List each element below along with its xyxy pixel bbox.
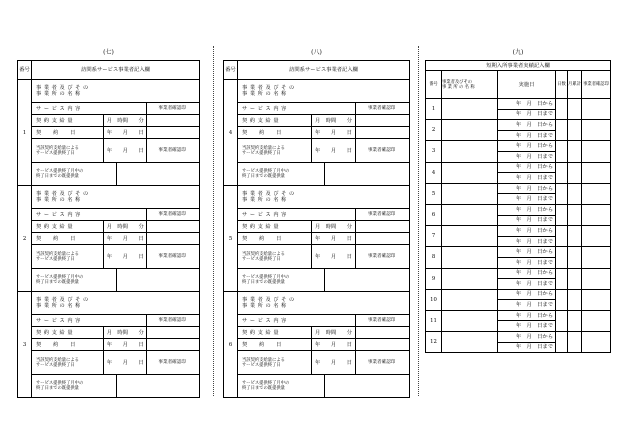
days-field[interactable] [556, 332, 568, 353]
monthly-total-field[interactable] [568, 162, 582, 183]
service-field[interactable] [103, 209, 147, 220]
contract-date-label: 契 約 日 [242, 235, 282, 242]
monthly-total-field[interactable] [568, 204, 582, 225]
end-date-line2: サービス提供終了日 [242, 256, 281, 262]
service-label: サ ー ビ ス 内 容 [242, 317, 287, 324]
provider-field[interactable] [442, 289, 498, 310]
date-from: 年 月 日から [498, 204, 556, 215]
days-field[interactable] [556, 268, 568, 289]
days-field[interactable] [556, 247, 568, 268]
provider-name-field[interactable] [323, 292, 407, 314]
row-number: 12 [426, 332, 442, 353]
remaining-label [34, 375, 117, 397]
stamp-box[interactable] [147, 233, 197, 244]
provider-name-field[interactable] [323, 80, 407, 102]
date-from: 年 月 日から [498, 183, 556, 194]
stamp-box[interactable] [356, 327, 407, 338]
service-label: サ ー ビ ス 内 容 [242, 211, 287, 218]
end-date-label [240, 139, 311, 162]
header-provider [442, 71, 498, 99]
date-to: 年 月 日まで [498, 215, 556, 226]
provider-field[interactable] [442, 141, 498, 162]
panel-caption: (八) [311, 49, 322, 56]
monthly-total-field[interactable] [568, 141, 582, 162]
row-number: 8 [426, 247, 442, 268]
provider-label-line1: 事 業 者 及 び そ の [242, 85, 295, 91]
stamp-field[interactable] [582, 204, 611, 225]
row-number: 2 [426, 120, 442, 141]
provider-label-line1: 事 業 者 及 び そ の [36, 191, 89, 197]
provider-field[interactable] [442, 204, 498, 225]
provider-label-line2: 事 業 所 の 名 称 [242, 197, 287, 203]
contract-amount-field: 月 時間 分 [311, 327, 355, 338]
days-field[interactable] [556, 310, 568, 331]
stamp-box[interactable] [147, 127, 197, 138]
contract-amount-field: 月 時間 分 [104, 327, 147, 338]
contract-amount-label: 契 約 支 給 量 [242, 223, 280, 230]
monthly-total-field[interactable] [568, 332, 582, 353]
divider [418, 46, 419, 396]
end-date-field: 年 月 日 [311, 351, 355, 374]
provider-label-line2: 事 業 所 の 名 称 [242, 91, 287, 97]
row-number: 5 [426, 183, 442, 204]
date-to: 年 月 日まで [498, 151, 556, 162]
remaining-line2: 終了日までの既提供量 [242, 280, 285, 285]
date-from: 年 月 日から [498, 247, 556, 258]
stamp-label: 事業者確認印 [147, 209, 197, 220]
provider-field[interactable] [442, 332, 498, 353]
provider-name-cell [34, 80, 115, 102]
end-date-field: 年 月 日 [311, 139, 355, 162]
remaining-field[interactable] [117, 163, 197, 185]
provider-field[interactable] [442, 247, 498, 268]
stamp-box[interactable] [356, 339, 407, 350]
header-title: 訪問系サービス事業者記入欄 [32, 61, 200, 80]
stamp-box[interactable] [356, 233, 407, 244]
date-to: 年 月 日まで [498, 236, 556, 247]
header-stamp: 事業者確認印 [582, 71, 611, 99]
contract-date-label: 契 約 日 [36, 341, 76, 348]
remaining-line1: サービス提供終了月中の [36, 169, 84, 174]
days-field[interactable] [556, 120, 568, 141]
end-date-line2: サービス提供終了日 [242, 362, 281, 368]
stamp-box[interactable] [147, 115, 197, 126]
row-number: 2 [18, 186, 32, 292]
date-from: 年 月 日から [498, 332, 556, 343]
row-number: 1 [426, 99, 442, 120]
end-date-line2: サービス提供終了日 [36, 256, 75, 262]
contract-amount-label: 契 約 支 給 量 [242, 117, 280, 124]
stamp-field[interactable] [582, 247, 611, 268]
end-date-label [240, 351, 311, 374]
stamp-label: 事業者確認印 [356, 351, 407, 374]
provider-name-field[interactable] [115, 80, 197, 102]
end-date-line1: 当該契約支給量による [242, 251, 285, 257]
remaining-line2: 終了日までの既提供量 [36, 174, 79, 179]
header-number: 番号 [224, 61, 238, 80]
date-to: 年 月 日まで [498, 257, 556, 268]
days-field[interactable] [556, 99, 568, 120]
date-to: 年 月 日まで [498, 194, 556, 205]
remaining-line1: サービス提供終了月中の [242, 275, 290, 280]
stamp-label: 事業者確認印 [147, 351, 197, 374]
contract-amount-label: 契 約 支 給 量 [36, 223, 74, 230]
stamp-field[interactable] [582, 226, 611, 247]
stamp-label: 事業者確認印 [356, 209, 407, 220]
provider-field[interactable] [442, 120, 498, 141]
remaining-line2: 終了日までの既提供量 [36, 280, 79, 285]
stamp-field[interactable] [582, 332, 611, 353]
header-title: 訪問系サービス事業者記入欄 [238, 61, 410, 80]
panel-9 [425, 49, 611, 353]
end-date-line1: 当該契約支給量による [242, 145, 285, 151]
provider-label-line1: 事 業 者 及 び そ の [242, 191, 295, 197]
monthly-total-field[interactable] [568, 289, 582, 310]
provider-label-line1: 事 業 者 及 び そ の [36, 85, 89, 91]
monthly-total-field[interactable] [568, 99, 582, 120]
stamp-label: 事業者確認印 [147, 315, 197, 326]
stamp-field[interactable] [582, 268, 611, 289]
date-from: 年 月 日から [498, 268, 556, 279]
date-to: 年 月 日まで [498, 300, 556, 311]
row-number: 5 [224, 186, 238, 292]
provider-label-line2: 事 業 所 の 名 称 [36, 197, 81, 203]
stamp-box[interactable] [356, 115, 407, 126]
stamp-box[interactable] [356, 221, 407, 232]
contract-amount-field: 月 時間 分 [311, 115, 355, 126]
date-to: 年 月 日まで [498, 109, 556, 120]
days-field[interactable] [556, 141, 568, 162]
provider-field[interactable] [442, 183, 498, 204]
contract-amount-field: 月 時間 分 [104, 221, 147, 232]
end-date-line2: サービス提供終了日 [242, 150, 281, 156]
stamp-box[interactable] [147, 327, 197, 338]
end-date-field: 年 月 日 [104, 245, 147, 268]
contract-date-field: 年 月 日 [104, 339, 147, 350]
service-label: サ ー ビ ス 内 容 [36, 211, 81, 218]
service-field[interactable] [103, 315, 147, 326]
contract-amount-label: 契 約 支 給 量 [36, 117, 74, 124]
provider-name-cell [34, 186, 115, 208]
end-date-line1: 当該契約支給量による [36, 145, 79, 151]
row-number: 3 [18, 292, 32, 398]
date-to: 年 月 日まで [498, 173, 556, 184]
contract-date-field: 年 月 日 [104, 127, 147, 138]
provider-field[interactable] [442, 162, 498, 183]
service-field[interactable] [311, 103, 356, 114]
stamp-field[interactable] [582, 289, 611, 310]
contract-amount-label: 契 約 支 給 量 [242, 329, 280, 336]
panel-caption: (七) [103, 49, 114, 56]
date-to: 年 月 日まで [498, 279, 556, 290]
provider-field[interactable] [442, 268, 498, 289]
end-date-field: 年 月 日 [104, 351, 147, 374]
provider-field[interactable] [442, 310, 498, 331]
end-date-label [34, 139, 104, 162]
remaining-field[interactable] [117, 375, 197, 397]
remaining-label [240, 163, 325, 185]
days-field[interactable] [556, 226, 568, 247]
remaining-label [240, 269, 325, 291]
short-stay-table [425, 60, 611, 353]
contract-date-field: 年 月 日 [104, 233, 147, 244]
stamp-label: 事業者確認印 [356, 139, 407, 162]
end-date-label [34, 351, 104, 374]
contract-amount-field: 月 時間 分 [311, 221, 355, 232]
end-date-field: 年 月 日 [311, 245, 355, 268]
row-number: 1 [18, 80, 32, 186]
provider-form-table [223, 60, 410, 398]
date-from: 年 月 日から [498, 310, 556, 321]
provider-label-line2: 事 業 所 の 名 称 [36, 303, 81, 309]
date-from: 年 月 日から [498, 162, 556, 173]
date-to: 年 月 日まで [498, 321, 556, 332]
service-field[interactable] [311, 209, 356, 220]
contract-amount-label: 契 約 支 給 量 [36, 329, 74, 336]
panel-8 [223, 49, 410, 398]
service-label: サ ー ビ ス 内 容 [36, 317, 81, 324]
header-number: 番号 [426, 71, 442, 99]
contract-date-label: 契 約 日 [242, 129, 282, 136]
stamp-box[interactable] [147, 221, 197, 232]
end-date-label [240, 245, 311, 268]
provider-label-line1: 事 業 者 及 び そ の [36, 297, 89, 303]
contract-date-field: 年 月 日 [311, 339, 355, 350]
row-number: 6 [224, 292, 238, 398]
stamp-field[interactable] [582, 183, 611, 204]
remaining-label [34, 163, 117, 185]
stamp-box[interactable] [147, 339, 197, 350]
row-number: 10 [426, 289, 442, 310]
stamp-label: 事業者確認印 [356, 315, 407, 326]
end-date-label [34, 245, 104, 268]
service-label: サ ー ビ ス 内 容 [36, 105, 81, 112]
remaining-line2: 終了日までの既提供量 [36, 386, 79, 391]
provider-name-cell [240, 80, 323, 102]
contract-date-field: 年 月 日 [311, 233, 355, 244]
contract-date-label: 契 約 日 [36, 235, 76, 242]
stamp-label: 事業者確認印 [147, 139, 197, 162]
stamp-field[interactable] [582, 141, 611, 162]
header-monthly-total: 月累計 [568, 71, 582, 99]
stamp-label: 事業者確認印 [147, 245, 197, 268]
monthly-total-field[interactable] [568, 183, 582, 204]
remaining-line1: サービス提供終了月中の [242, 381, 290, 386]
remaining-label [240, 375, 325, 397]
end-date-line1: 当該契約支給量による [242, 357, 285, 363]
provider-name-field[interactable] [115, 186, 197, 208]
days-field[interactable] [556, 183, 568, 204]
remaining-line2: 終了日までの既提供量 [242, 386, 285, 391]
stamp-label: 事業者確認印 [356, 245, 407, 268]
provider-form-table [17, 60, 200, 398]
provider-field[interactable] [442, 99, 498, 120]
panel-caption: (九) [512, 49, 524, 56]
remaining-line2: 終了日までの既提供量 [242, 174, 285, 179]
header-dates: 実施日 [498, 71, 556, 99]
remaining-line1: サービス提供終了月中の [36, 275, 84, 280]
provider-name-cell [34, 292, 115, 314]
service-field[interactable] [311, 315, 356, 326]
stamp-field[interactable] [582, 310, 611, 331]
days-field[interactable] [556, 204, 568, 225]
header-days: 日数 [556, 71, 568, 99]
stamp-field[interactable] [582, 120, 611, 141]
date-to: 年 月 日まで [498, 130, 556, 141]
monthly-total-field[interactable] [568, 120, 582, 141]
date-from: 年 月 日から [498, 289, 556, 300]
monthly-total-field[interactable] [568, 247, 582, 268]
divider [213, 46, 214, 396]
service-label: サ ー ビ ス 内 容 [242, 105, 287, 112]
days-field[interactable] [556, 162, 568, 183]
row-number: 6 [426, 204, 442, 225]
provider-field[interactable] [442, 226, 498, 247]
monthly-total-field[interactable] [568, 226, 582, 247]
row-number: 4 [426, 162, 442, 183]
contract-date-label: 契 約 日 [242, 341, 282, 348]
end-date-line2: サービス提供終了日 [36, 362, 75, 368]
remaining-field[interactable] [325, 269, 407, 291]
end-date-field: 年 月 日 [104, 139, 147, 162]
provider-name-cell [240, 292, 323, 314]
row-number: 4 [224, 80, 238, 186]
end-date-line2: サービス提供終了日 [36, 150, 75, 156]
header-number: 番号 [18, 61, 32, 80]
provider-name-field[interactable] [115, 292, 197, 314]
provider-label-line2: 事 業 所 の 名 称 [36, 91, 81, 97]
provider-label-line2: 事 業 所 の 名 称 [242, 303, 287, 309]
provider-name-cell [240, 186, 323, 208]
row-number: 3 [426, 141, 442, 162]
remaining-line1: サービス提供終了月中の [242, 169, 290, 174]
remaining-label [34, 269, 117, 291]
date-from: 年 月 日から [498, 99, 556, 110]
provider-name-field[interactable] [323, 186, 407, 208]
panel-7 [17, 49, 200, 398]
header-provider-line1: 事業者及びその [442, 79, 473, 85]
contract-date-field: 年 月 日 [311, 127, 355, 138]
stamp-field[interactable] [582, 99, 611, 120]
row-number: 11 [426, 310, 442, 331]
row-number: 7 [426, 226, 442, 247]
provider-label-line1: 事 業 者 及 び そ の [242, 297, 295, 303]
end-date-line1: 当該契約支給量による [36, 251, 79, 257]
remaining-line1: サービス提供終了月中の [36, 381, 84, 386]
remaining-field[interactable] [325, 163, 407, 185]
remaining-field[interactable] [325, 375, 407, 397]
stamp-field[interactable] [582, 162, 611, 183]
stamp-box[interactable] [356, 127, 407, 138]
remaining-field[interactable] [117, 269, 197, 291]
end-date-line1: 当該契約支給量による [36, 357, 79, 363]
row-number: 9 [426, 268, 442, 289]
date-to: 年 月 日まで [498, 342, 556, 353]
monthly-total-field[interactable] [568, 310, 582, 331]
service-field[interactable] [103, 103, 147, 114]
stamp-label: 事業者確認印 [356, 103, 407, 114]
monthly-total-field[interactable] [568, 268, 582, 289]
short-stay-title: 短期入所事業者実績記入欄 [426, 61, 611, 71]
date-from: 年 月 日から [498, 120, 556, 131]
date-from: 年 月 日から [498, 226, 556, 237]
contract-date-label: 契 約 日 [36, 129, 76, 136]
days-field[interactable] [556, 289, 568, 310]
date-from: 年 月 日から [498, 141, 556, 152]
contract-amount-field: 月 時間 分 [104, 115, 147, 126]
header-provider-line2: 事 業 所 の 名 称 [442, 84, 475, 90]
stamp-label: 事業者確認印 [147, 103, 197, 114]
